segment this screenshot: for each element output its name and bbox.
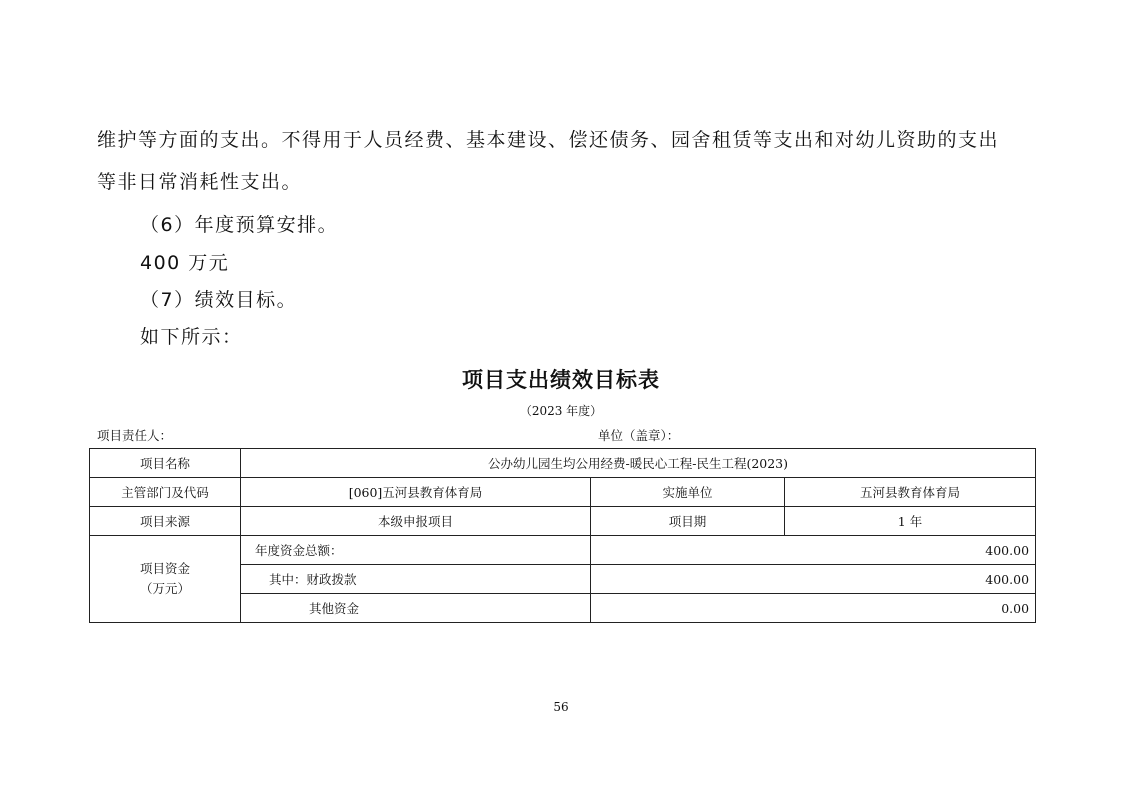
table-title: 项目支出绩效目标表 xyxy=(462,368,660,392)
fiscal-allocation-value: 400.00 xyxy=(591,565,1036,594)
project-source-value: 本级申报项目 xyxy=(241,507,591,536)
other-funds-value: 0.00 xyxy=(591,594,1036,623)
department-value: [060]五河县教育体育局 xyxy=(241,478,591,507)
project-period-value: 1 年 xyxy=(785,507,1036,536)
project-funds-label-line-1: 项目资金 xyxy=(139,561,190,576)
other-funds-label: 其他资金 xyxy=(241,594,591,623)
page-number: 56 xyxy=(553,700,569,714)
fiscal-allocation-label: 其中：财政拨款 xyxy=(241,565,591,594)
body-line-2: 等非日常消耗性支出。 xyxy=(97,171,303,193)
body-line-4: 400 万元 xyxy=(140,252,230,274)
table-row xyxy=(90,536,1036,565)
body-line-5: （7）绩效目标。 xyxy=(140,289,298,311)
table-row xyxy=(90,507,1036,536)
body-line-6: 如下所示： xyxy=(140,326,243,348)
project-funds-label xyxy=(90,536,241,623)
implementing-unit-label: 实施单位 xyxy=(591,478,785,507)
project-name-label: 项目名称 xyxy=(90,449,241,478)
project-source-label: 项目来源 xyxy=(90,507,241,536)
implementing-unit-value: 五河县教育体育局 xyxy=(785,478,1036,507)
table-subtitle: （2023 年度） xyxy=(519,404,603,418)
project-funds-label-line-2: （万元） xyxy=(139,581,190,596)
department-label: 主管部门及代码 xyxy=(90,478,241,507)
performance-target-table xyxy=(89,448,1036,623)
unit-seal-label: 单位（盖章）： xyxy=(598,428,680,443)
project-period-label: 项目期 xyxy=(591,507,785,536)
table-row xyxy=(90,478,1036,507)
body-line-3: （6）年度预算安排。 xyxy=(140,214,339,236)
body-line-1: 维护等方面的支出。不得用于人员经费、基本建设、偿还债务、园舍租赁等支出和对幼儿资助的支出 xyxy=(97,129,1000,151)
annual-total-label: 年度资金总额： xyxy=(241,536,591,565)
table-row xyxy=(90,449,1036,478)
project-name-value: 公办幼儿园生均公用经费-暖民心工程-民生工程(2023) xyxy=(241,449,1036,478)
annual-total-value: 400.00 xyxy=(591,536,1036,565)
responsible-person-label: 项目责任人： xyxy=(97,428,173,443)
